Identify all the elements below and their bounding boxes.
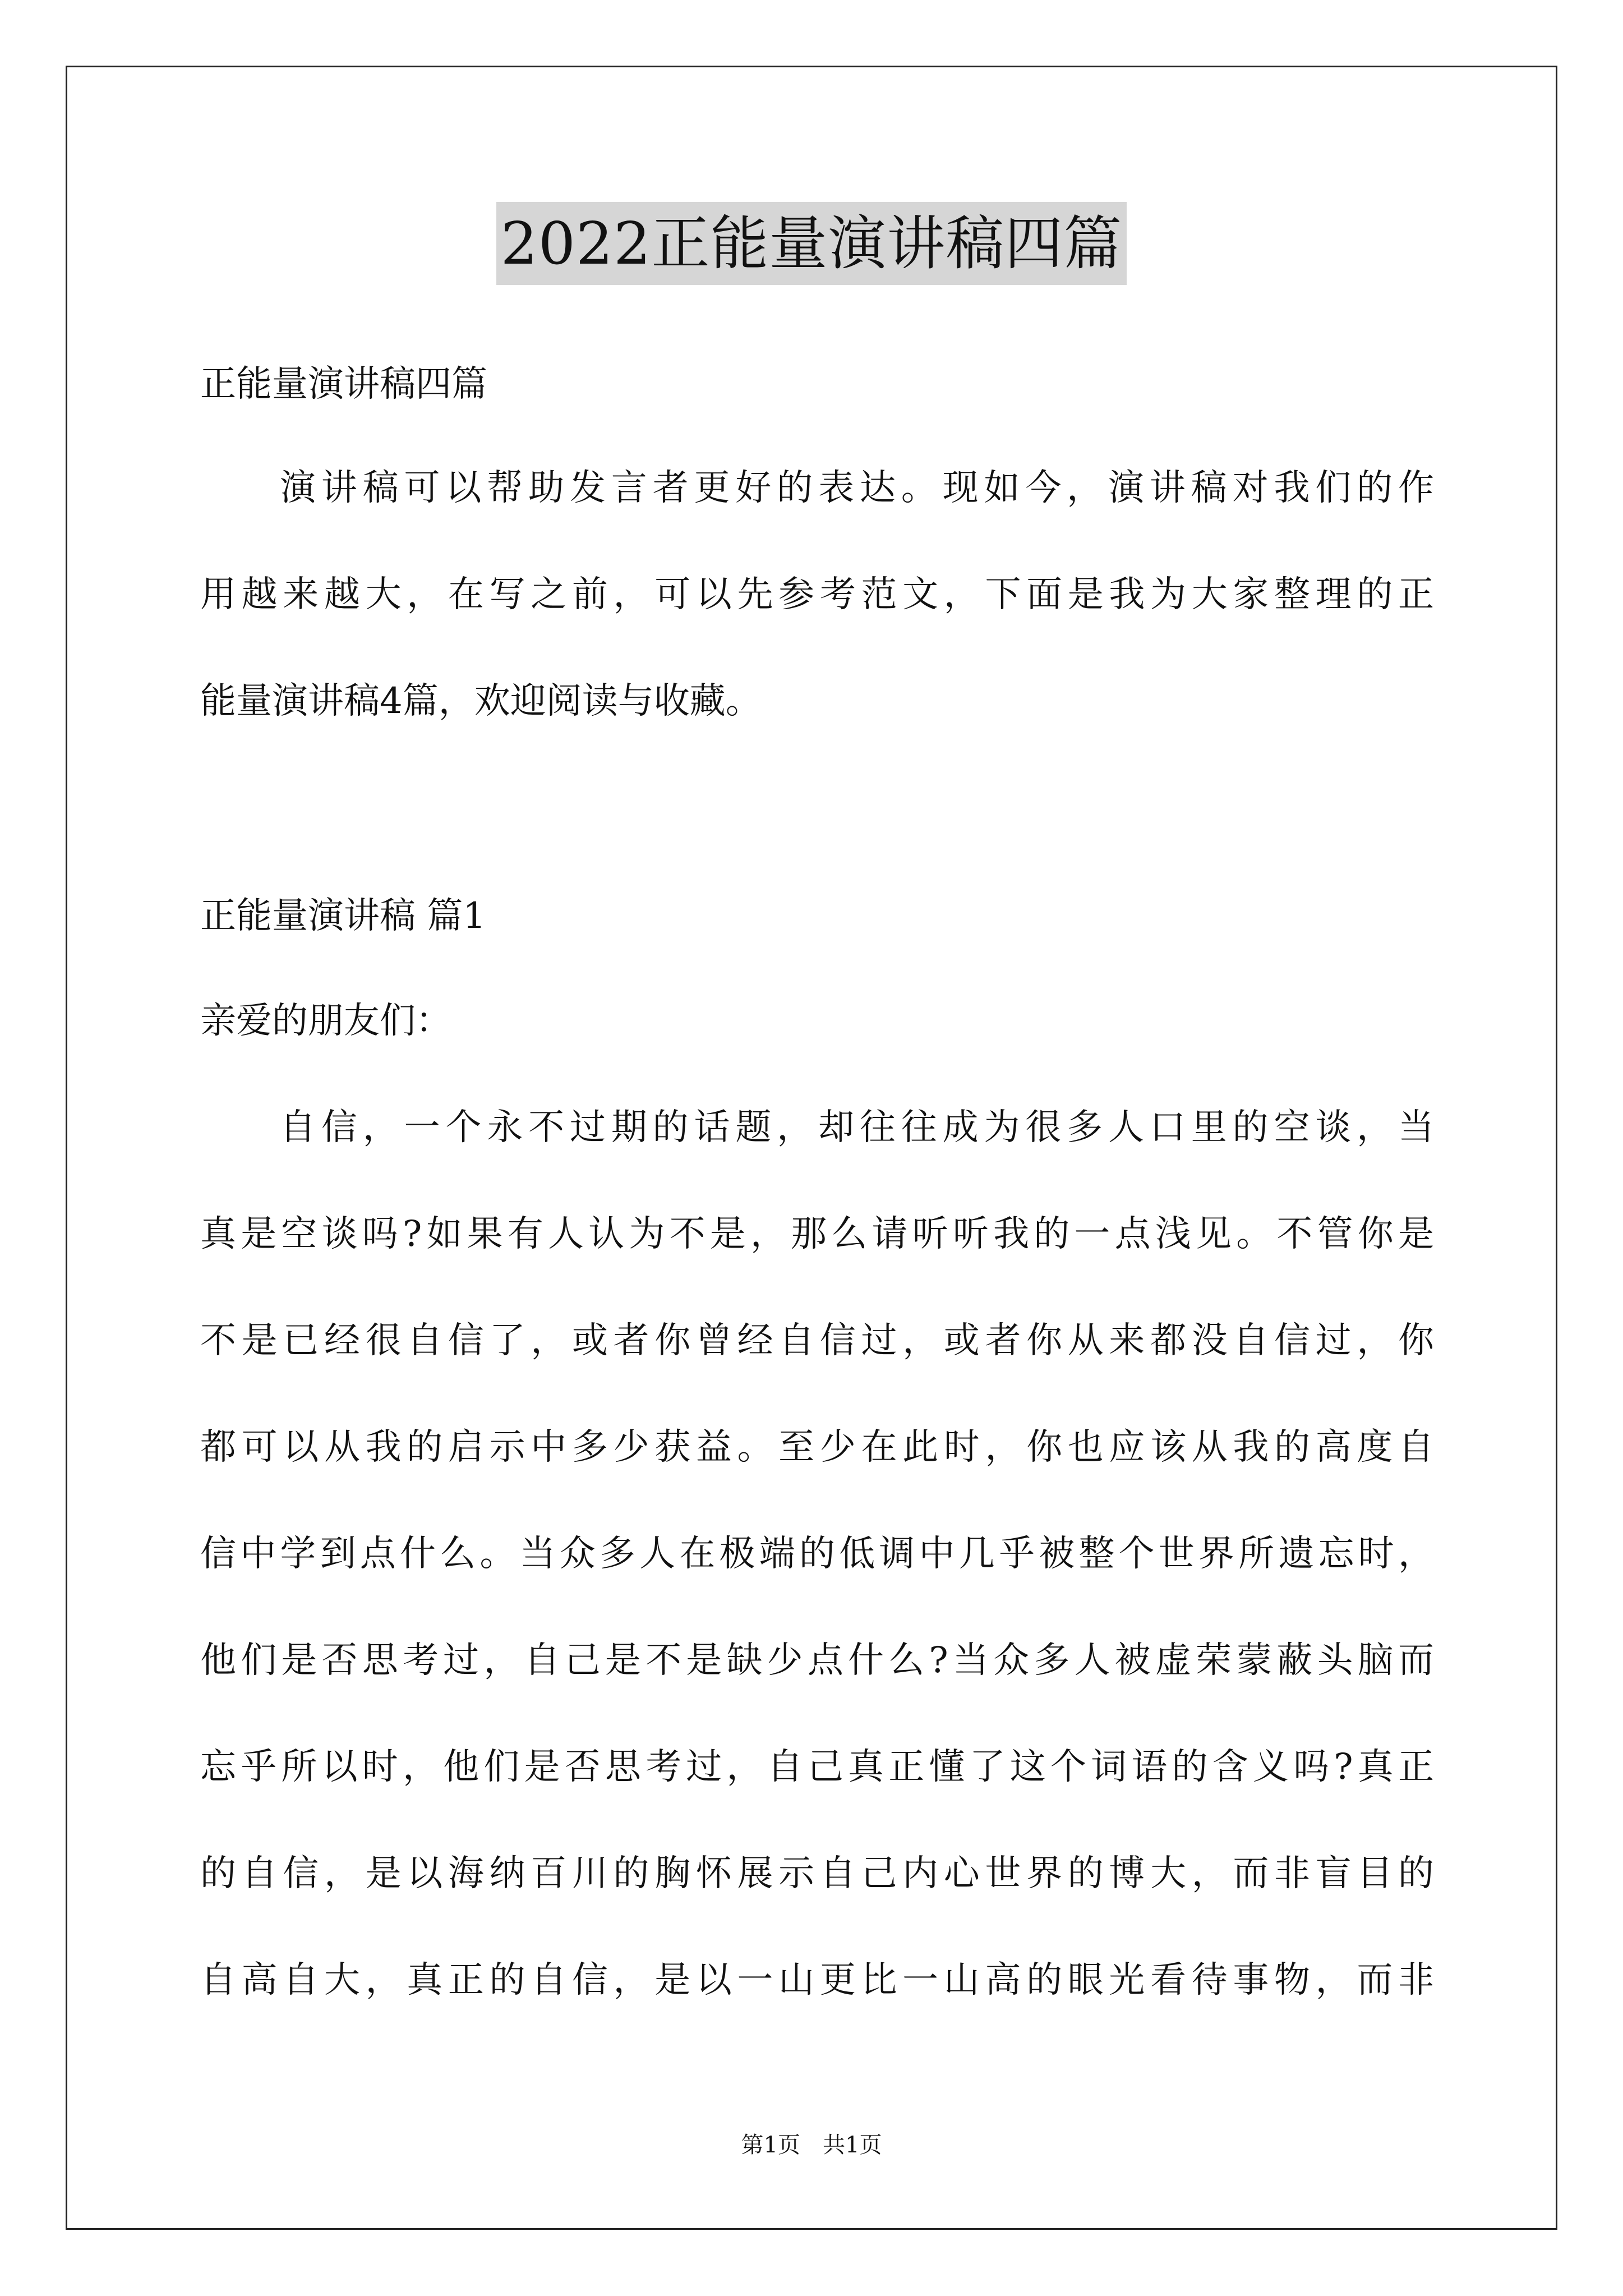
body-line-5: 信中学到点什么。当众多人在极端的低调中几乎被整个世界所遗忘时， xyxy=(200,1533,1434,1575)
body-line-7: 忘乎所以时，他们是否思考过，自己真正懂了这个词语的含义吗?真正 xyxy=(200,1746,1434,1788)
body-line-9: 自高自大，真正的自信，是以一山更比一山高的眼光看待事物，而非 xyxy=(200,1959,1434,2001)
page-footer: 第1页 共1页 xyxy=(741,2132,882,2158)
body-line-6: 他们是否思考过，自己是不是缺少点什么?当众多人被虚荣蒙蔽头脑而 xyxy=(200,1640,1434,1681)
section-heading: 正能量演讲稿 篇1 xyxy=(200,895,486,937)
intro-line-1: 演讲稿可以帮助发言者更好的表达。现如今，演讲稿对我们的作 xyxy=(280,467,1434,509)
body-line-8: 的自信，是以海纳百川的胸怀展示自己内心世界的博大，而非盲目的 xyxy=(200,1853,1434,1894)
body-line-1: 自信，一个永不过期的话题，却往往成为很多人口里的空谈，当 xyxy=(280,1107,1434,1148)
intro-line-3: 能量演讲稿4篇，欢迎阅读与收藏。 xyxy=(200,680,762,722)
title-container xyxy=(0,202,1623,285)
body-line-4: 都可以从我的启示中多少获益。至少在此时，你也应该从我的高度自 xyxy=(200,1427,1434,1468)
body-line-3: 不是已经很自信了，或者你曾经自信过，或者你从来都没自信过，你 xyxy=(200,1320,1434,1361)
intro-line-2: 用越来越大，在写之前，可以先参考范文，下面是我为大家整理的正 xyxy=(200,574,1434,615)
body-line-2: 真是空谈吗?如果有人认为不是，那么请听听我的一点浅见。不管你是 xyxy=(200,1213,1434,1255)
document-subtitle: 正能量演讲稿四篇 xyxy=(200,364,487,405)
salutation: 亲爱的朋友们： xyxy=(200,1000,451,1042)
document-title: 2022正能量演讲稿四篇 xyxy=(496,202,1127,285)
